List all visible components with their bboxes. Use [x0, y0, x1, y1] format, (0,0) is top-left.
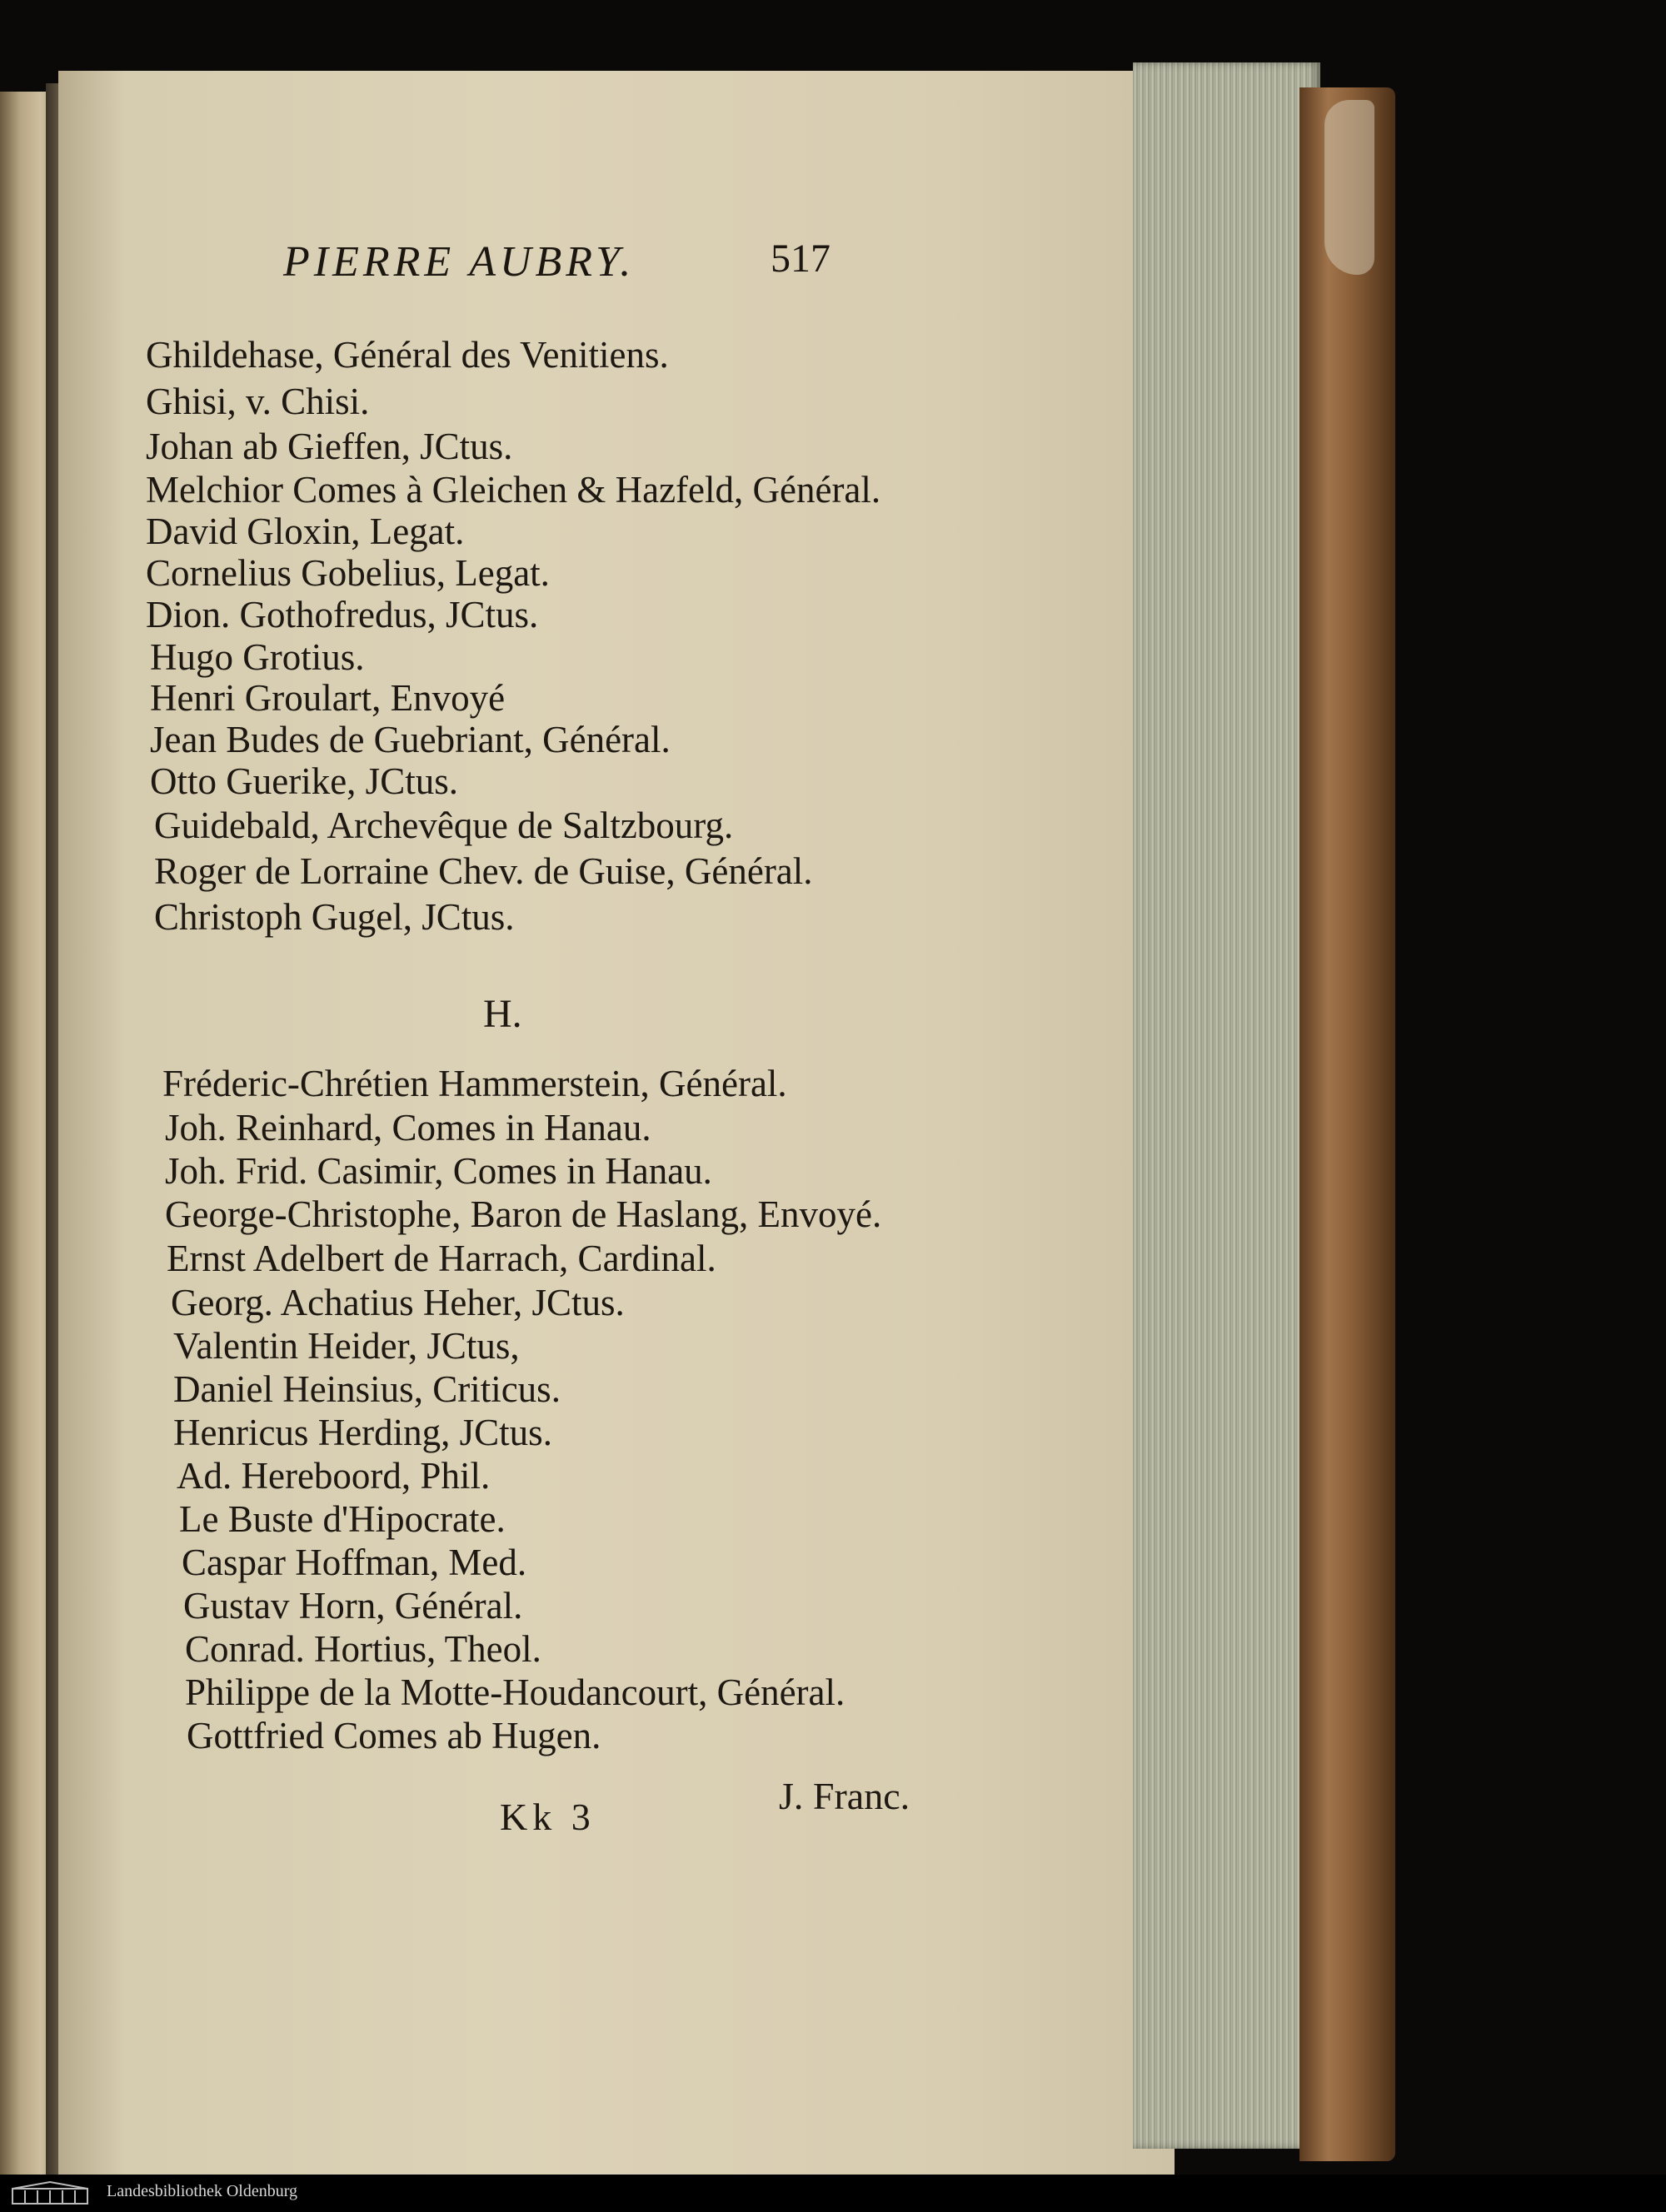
- entry: Joh. Frid. Casimir, Comes in Hanau.: [165, 1150, 712, 1192]
- entry: Gottfried Comes ab Hugen.: [187, 1715, 601, 1756]
- entry: Guidebald, Archevêque de Saltzbourg.: [154, 805, 734, 846]
- entry: George-Christophe, Baron de Haslang, Envoyé.: [165, 1193, 882, 1235]
- entry: Jean Budes de Guebriant, Général.: [150, 719, 671, 760]
- entry: Johan ab Gieffen, JCtus.: [146, 426, 513, 467]
- entry: Valentin Heider, JCtus,: [173, 1325, 520, 1367]
- entry: Gustav Horn, Général.: [183, 1585, 523, 1627]
- entry: Fréderic-Chrétien Hammerstein, Général.: [162, 1063, 787, 1104]
- entry: Philippe de la Motte-Houdancourt, Général.: [185, 1671, 845, 1713]
- library-building-icon: [8, 2180, 92, 2205]
- entry: Ghisi, v. Chisi.: [146, 381, 370, 422]
- entry: Christoph Gugel, JCtus.: [154, 896, 515, 938]
- section-letter: H.: [483, 992, 522, 1036]
- entry: Joh. Reinhard, Comes in Hanau.: [165, 1107, 651, 1148]
- entry: Ad. Hereboord, Phil.: [177, 1455, 491, 1497]
- entry: Cornelius Gobelius, Legat.: [146, 552, 550, 594]
- catchword: J. Franc.: [779, 1775, 910, 1817]
- entry: Henricus Herding, JCtus.: [173, 1412, 552, 1453]
- entry: Le Buste d'Hipocrate.: [179, 1498, 506, 1540]
- entry: Ghildehase, Général des Venitiens.: [146, 334, 669, 376]
- entry: Ernst Adelbert de Harrach, Cardinal.: [167, 1238, 716, 1279]
- entry: Caspar Hoffman, Med.: [182, 1542, 527, 1583]
- footer-institution-label: Landesbibliothek Oldenburg: [107, 2182, 298, 2200]
- entry: Dion. Gothofredus, JCtus.: [146, 594, 539, 635]
- entry: Otto Guerike, JCtus.: [150, 760, 458, 802]
- entry: Henri Groulart, Envoyé: [150, 677, 506, 719]
- signature-mark: Kk 3: [500, 1796, 596, 1838]
- page-number: 517: [771, 237, 831, 281]
- cover-worn-spot: [1324, 100, 1374, 275]
- entry: David Gloxin, Legat.: [146, 511, 465, 552]
- entry: Roger de Lorraine Chev. de Guise, Général.: [154, 850, 813, 892]
- entry: Daniel Heinsius, Criticus.: [173, 1368, 561, 1410]
- running-head: PIERRE AUBRY.: [283, 238, 636, 286]
- book-cover: [1299, 87, 1395, 2161]
- entry: Conrad. Hortius, Theol.: [185, 1628, 541, 1670]
- page-edges: [1133, 62, 1320, 2149]
- entry: Georg. Achatius Heher, JCtus.: [171, 1282, 625, 1323]
- entry: Hugo Grotius.: [150, 636, 365, 678]
- entry: Melchior Comes à Gleichen & Hazfeld, Général.: [146, 469, 881, 511]
